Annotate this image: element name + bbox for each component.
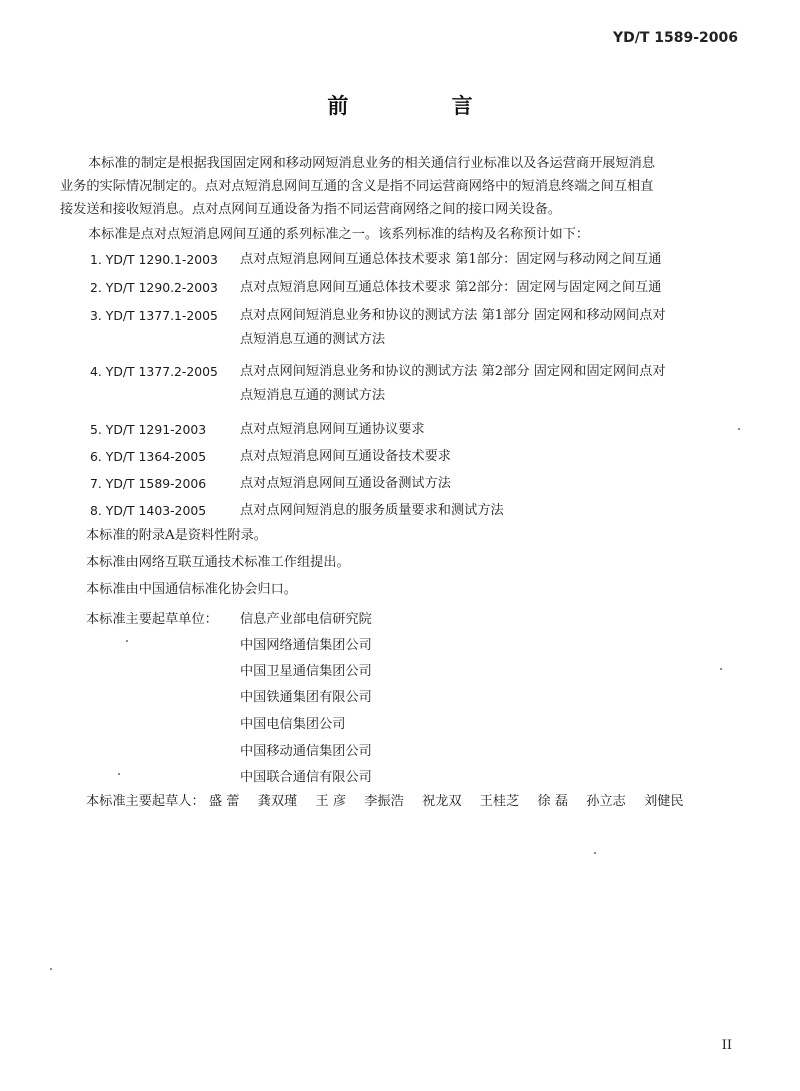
intro-line: 业务的实际情况制定的。点对点短消息网间互通的含义是指不同运营商网络中的短消息终端之间互相直 (60, 179, 654, 194)
series-code: 1. YD/T 1290.1-2003 (90, 252, 218, 267)
scan-speck (118, 773, 120, 775)
series-intro-line: 本标准是点对点短消息网间互通的系列标准之一。该系列标准的结构及名称预计如下： (88, 227, 590, 242)
series-code: 4. YD/T 1377.2-2005 (90, 364, 218, 379)
drafter-name: 龚双瑾 (257, 794, 298, 809)
drafting-unit: 中国卫星通信集团公司 (240, 664, 372, 679)
drafter-name: 徐 磊 (537, 794, 569, 809)
drafter-name: 盛 蕾 (208, 794, 240, 809)
drafting-unit: 中国联合通信有限公司 (240, 770, 372, 785)
page-number: II (721, 1038, 732, 1053)
note-line: 本标准的附录A是资料性附录。 (86, 528, 267, 543)
drafter-name: 刘健民 (644, 794, 684, 809)
document-code: YD/T 1589-2006 (612, 30, 738, 46)
drafting-unit: 中国网络通信集团公司 (240, 638, 372, 653)
series-name: 点对点短消息网间互通总体技术要求 第1部分：固定网与移动网之间互通 (240, 252, 662, 267)
series-name: 点对点短消息网间互通总体技术要求 第2部分：固定网与固定网之间互通 (240, 280, 662, 295)
intro-line: 接发送和接收短消息。点对点网间互通设备为指不同运营商网络之间的接口网关设备。 (60, 202, 562, 217)
series-code: 7. YD/T 1589-2006 (90, 476, 207, 491)
note-line: 本标准由中国通信标准化协会归口。 (86, 582, 297, 597)
scan-speck (50, 968, 52, 970)
drafters-line (86, 790, 698, 809)
series-name: 点对点网间短消息业务和协议的测试方法 第2部分 固定网和固定网间点对 (240, 364, 666, 379)
series-intro (60, 223, 740, 246)
drafting-units-label: 本标准主要起草单位： (86, 612, 218, 627)
series-name-cont: 点短消息互通的测试方法 (240, 388, 386, 403)
series-code: 6. YD/T 1364-2005 (90, 449, 207, 464)
scan-speck (594, 852, 596, 854)
series-name: 点对点短消息网间互通协议要求 (240, 422, 425, 437)
drafter-name: 李振浩 (364, 794, 404, 809)
intro-line: 本标准的制定是根据我国固定网和移动网短消息业务的相关通信行业标准以及各运营商开展短消息 (88, 156, 656, 171)
series-code: 2. YD/T 1290.2-2003 (90, 280, 218, 295)
drafters-label: 本标准主要起草人： (86, 794, 205, 809)
series-item (90, 360, 740, 403)
series-item (90, 418, 740, 443)
scan-speck (720, 668, 722, 670)
series-code: 5. YD/T 1291-2003 (90, 422, 207, 437)
series-name: 点对点短消息网间互通设备技术要求 (240, 449, 451, 464)
drafting-unit: 中国移动通信集团公司 (240, 744, 372, 759)
drafter-name: 孙立志 (586, 794, 626, 809)
series-name: 点对点网间短消息业务和协议的测试方法 第1部分 固定网和移动网间点对 (240, 308, 666, 323)
page-title: 前 言 (327, 94, 521, 118)
scan-speck (126, 640, 128, 642)
series-name-cont: 点短消息互通的测试方法 (240, 332, 386, 347)
intro-paragraph-cont (60, 175, 740, 221)
drafter-name: 祝龙双 (421, 794, 462, 809)
scan-speck (738, 428, 740, 430)
series-code: 8. YD/T 1403-2005 (90, 503, 207, 518)
drafter-name: 王桂芝 (479, 794, 520, 809)
series-item (90, 445, 740, 470)
series-name: 点对点短消息网间互通设备测试方法 (240, 476, 451, 491)
note-line: 本标准由网络互联互通技术标准工作组提出。 (86, 555, 350, 570)
drafter-name: 王 彦 (315, 794, 347, 809)
series-item (90, 304, 740, 347)
series-item (90, 276, 740, 301)
drafting-unit: 中国铁通集团有限公司 (240, 690, 372, 705)
drafting-unit: 信息产业部电信研究院 (240, 612, 372, 627)
series-item (90, 499, 740, 524)
series-name: 点对点网间短消息的服务质量要求和测试方法 (240, 503, 504, 518)
intro-paragraph (60, 152, 740, 175)
series-code: 3. YD/T 1377.1-2005 (90, 308, 218, 323)
series-item (90, 472, 740, 497)
drafting-unit: 中国电信集团公司 (240, 717, 346, 732)
series-item (90, 248, 740, 273)
